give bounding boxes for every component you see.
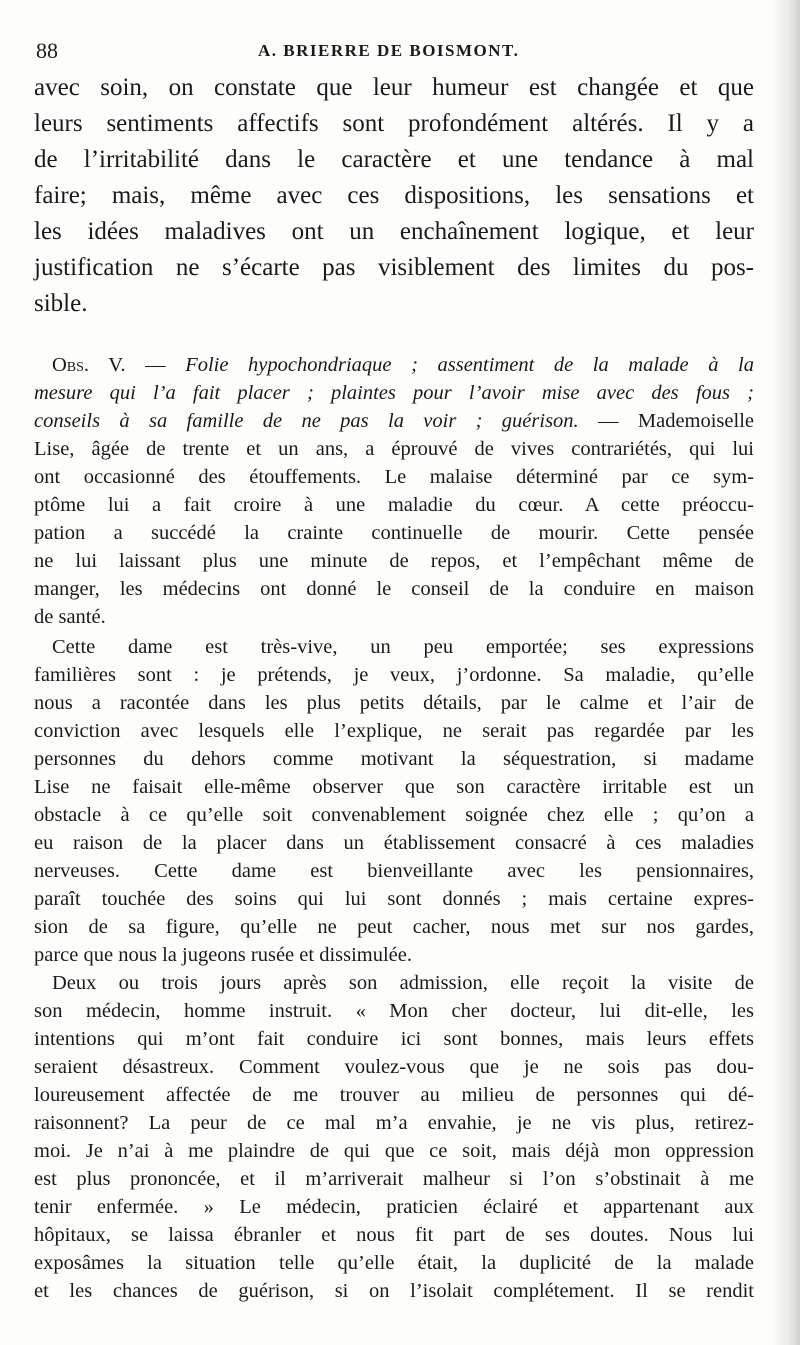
page-number: 88	[36, 38, 58, 63]
text-line: Lise ne faisait elle-même observer que son caractère irritable est un	[34, 776, 754, 798]
text-line: obstacle à ce qu’elle soit convenablement soignée chez elle ; qu’on a	[34, 804, 754, 826]
text-line: familières sont : je prétends, je veux, j’ordonne. Sa maladie, qu’elle	[34, 664, 754, 686]
text-line: avec soin, on constate que leur humeur est changée et que	[34, 74, 754, 101]
text-line: pation a succédé la crainte continuelle de mourir. Cette pensée	[34, 522, 754, 544]
running-head: A. BRIERRE DE BOISMONT.	[258, 41, 520, 60]
text-line: nous a racontée dans les plus petits détails, par le calme et l’air de	[34, 692, 754, 714]
text-line: leurs sentiments affectifs sont profondément altérés. Il y a	[34, 110, 754, 137]
observation-title-line: mesure qui l’a fait placer ; plaintes pour l’avoir mise avec des fous ;	[34, 382, 754, 404]
text-line: justification ne s’écarte pas visiblement des limites du pos-	[34, 254, 754, 281]
text-line: parce que nous la jugeons rusée et dissimulée.	[34, 944, 412, 966]
text-line: Deux ou trois jours après son admission, elle reçoit la visite de	[52, 972, 754, 994]
text-line: eu raison de la placer dans un établissement consacré à ces maladies	[34, 832, 754, 854]
observation-title-line	[34, 410, 754, 438]
text-line: de l’irritabilité dans le caractère et une tendance à mal	[34, 146, 754, 173]
text-line: est plus prononcée, et il m’arriverait malheur si l’on s’obstinait à me	[34, 1168, 754, 1190]
text-line: tenir enfermée. » Le médecin, praticien éclairé et appartenant aux	[34, 1196, 754, 1218]
heading-dash: —	[145, 354, 166, 376]
text-line: ne lui laissant plus une minute de repos, et l’empêchant même de	[34, 550, 754, 572]
text-line: loureusement affectée de me trouver au milieu de personnes qui dé-	[34, 1084, 754, 1106]
page-edge-shadow	[772, 0, 800, 1345]
observation-title-end: conseils à sa famille de ne pas la voir ; guérison.	[34, 410, 579, 432]
text-line: faire; mais, même avec ces dispositions, les sensations et	[34, 182, 754, 209]
text-line: raisonnent? La peur de ce mal m’a envahie, je ne vis plus, retirez-	[34, 1112, 754, 1134]
observation-title: Folie hypochondriaque ; assentiment de la malade à la	[185, 354, 754, 376]
text-line: sion de sa figure, qu’elle ne peut cacher, nous met sur nos gardes,	[34, 916, 754, 938]
text-line: son médecin, homme instruit. « Mon cher docteur, lui dit-elle, les	[34, 1000, 754, 1022]
text-line: seraient désastreux. Comment voulez-vous que je ne sois pas dou-	[34, 1056, 754, 1078]
observation-heading-line	[52, 354, 754, 382]
text-line: les idées maladives ont un enchaînement logique, et leur	[34, 218, 754, 245]
text-line: ont occasionné des étouffements. Le malaise déterminé par ce sym-	[34, 466, 754, 488]
text-line: ptôme lui a fait croire à une maladie du cœur. A cette préoccu-	[34, 494, 754, 516]
text-line: Cette dame est très-vive, un peu emportée; ses expressions	[52, 636, 754, 658]
observation-label: Obs. V.	[52, 354, 126, 376]
text-line: paraît touchée des soins qui lui sont donnés ; mais certaine expres-	[34, 888, 754, 910]
text-line: de santé.	[34, 606, 106, 628]
text-line: manger, les médecins ont donné le conseil de la conduire en maison	[34, 578, 754, 600]
text-line: exposâmes la situation telle qu’elle était, la duplicité de la malade	[34, 1252, 754, 1274]
text-line: sible.	[34, 290, 88, 317]
observation-subject: — Mademoiselle	[598, 410, 755, 432]
text-line: et les chances de guérison, si on l’isolait complétement. Il se rendit	[34, 1280, 754, 1302]
text-line: intentions qui m’ont fait conduire ici sont bonnes, mais leurs effets	[34, 1028, 754, 1050]
text-line: hôpitaux, se laissa ébranler et nous fit part de ses doutes. Nous lui	[34, 1224, 754, 1246]
text-line: Lise, âgée de trente et un ans, a éprouvé de vives contrariétés, qui lui	[34, 438, 754, 460]
text-line: nerveuses. Cette dame est bienveillante avec les pensionnaires,	[34, 860, 754, 882]
page-header	[36, 38, 736, 66]
text-line: moi. Je n’ai à me plaindre de qui que ce soit, mais déjà mon oppression	[34, 1140, 754, 1162]
text-line: personnes du dehors comme motivant la séquestration, si madame	[34, 748, 754, 770]
text-line: conviction avec lesquels elle l’explique, ne serait pas regardée par les	[34, 720, 754, 742]
